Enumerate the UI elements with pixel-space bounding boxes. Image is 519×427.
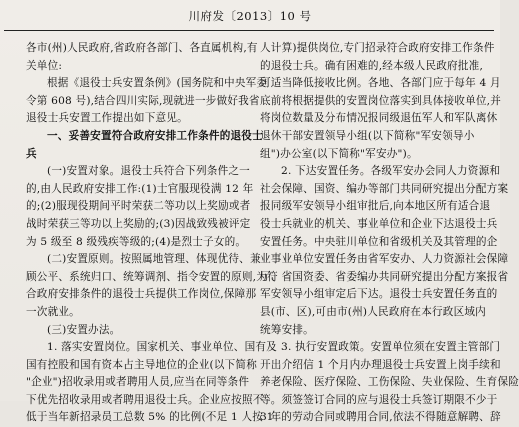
text-line: (三)安置办法。 xyxy=(47,323,121,336)
text-line: 3. 执行安置政策。安置单位须在安置主管部门 xyxy=(281,341,501,354)
text-line: 3 年的劳动合同或聘用合同,依法不得随意解聘、辞 xyxy=(260,411,501,424)
text-line: 业事业单位安置任务由省军安办、人力资源社会保障 xyxy=(260,253,509,266)
text-line: 等。须签签订合同的应与退役士兵签订期限不少于 xyxy=(260,393,498,406)
text-line: 一、妥善安置符合政府安排工作条件的退役士 xyxy=(47,129,263,142)
text-line: 役士兵就业的机关、事业单位和企业下达退役士兵 xyxy=(260,217,498,230)
text-line: 顾公平、系统归口、统筹调剂、指令安置的原则,为符 xyxy=(26,270,278,283)
text-line: 厅、省国资委、省委编办共同研究提出分配方案报省 xyxy=(260,270,509,283)
right-text-column xyxy=(260,40,519,427)
document-number: 川府发〔2013〕10 号 xyxy=(188,9,312,23)
header-divider xyxy=(4,30,494,31)
text-line: 兵 xyxy=(26,147,37,160)
text-line: 2. 下达安置任务。各级军安办会同人力资源和 xyxy=(281,165,501,178)
text-line: 战时荣获三等功以上奖励的;(3)因战致残被评定 xyxy=(26,217,251,230)
text-line: 令第 608 号),结合四川实际,现就进一步做好我省 xyxy=(26,94,260,107)
text-line: (一)安置对象。退役士兵符合下列条件之一 xyxy=(47,165,250,178)
text-line: 国有控股和国有资本占主导地位的企业(以下简称 xyxy=(26,358,257,371)
text-line: 养老保险、医疗保险、工伤保险、失业保险、生育保险 xyxy=(260,376,519,389)
text-line: 退役士兵安置工作提出如下意见。 xyxy=(26,112,188,125)
text-line: 开出介绍信 1 个月内办理退役士兵安置上岗手续和 xyxy=(260,358,501,371)
text-line: 人计算)提供岗位,专门招录符合政府安排工作条件 xyxy=(260,42,495,54)
text-line: 一次就业。 xyxy=(26,305,80,318)
text-line: 组")办公室(以下简称"军安办")。 xyxy=(260,147,418,160)
text-line: 各市(州)人民政府,省政府各部门、各直属机构,有 xyxy=(26,42,258,54)
text-line: "企业")招收录用或者聘用人员,应当在同等条件 xyxy=(26,376,250,389)
text-line: 1. 落实安置岗位。国家机关、事业单位、国有及 xyxy=(47,341,277,354)
text-line: 的退役士兵。确有困难的,经本级人民政府批准, xyxy=(260,59,484,72)
text-line: 为 5 级至 8 级残疾等级的;(4)是烈士子女的。 xyxy=(26,235,247,248)
text-line: 根据《退役士兵安置条例》(国务院和中央军委 xyxy=(47,77,268,90)
text-line: 县(市、区),可由市(州)人民政府在本行政区域内 xyxy=(260,305,486,318)
text-line: 统筹安排。 xyxy=(260,323,314,336)
text-line: 报同级军安领导小组审批后,向本地区所有适合退 xyxy=(260,200,491,213)
text-line: 关单位: xyxy=(26,59,63,72)
left-text-column xyxy=(26,40,278,427)
text-line: 底前将根据提供的安置岗位落实到具体接收单位,并 xyxy=(260,94,502,107)
text-line: 军安领导小组审定后下达。退役士兵安置任务直的 xyxy=(260,288,498,301)
text-line: 的;(2)服现役期间平时荣获二等功以上奖励或者 xyxy=(26,200,251,213)
text-line: 退休干部安置领导小组(以下简称"军安领导小 xyxy=(260,129,475,142)
text-line: 下优先招收录用或者聘用退役士兵。企业应按照不 xyxy=(26,393,264,406)
text-line: 合政府安排条件的退役士兵提供工作岗位,保障那 xyxy=(26,288,257,301)
text-line: 将岗位数量及分布情况报同级退伍军人和军队离休 xyxy=(260,112,498,125)
text-line: 安置任务。中央驻川单位和省级机关及其管理的企 xyxy=(260,235,498,248)
text-line: 社会保障、国资、编办等部门共同研究提出分配方案 xyxy=(260,182,509,195)
text-line: (二)安置原则。按照属地管理、体现优待、兼 xyxy=(47,253,261,266)
text-line: 的,由人民政府安排工作:(1)士官服现役满 12 年 xyxy=(26,182,254,195)
text-line: 可适当降低接收比例。各地、各部门应于每年 4 月 xyxy=(260,77,501,90)
text-line: 低于当年新招录员工总数 5% 的比例(不足 1 人按 1 xyxy=(26,411,274,424)
